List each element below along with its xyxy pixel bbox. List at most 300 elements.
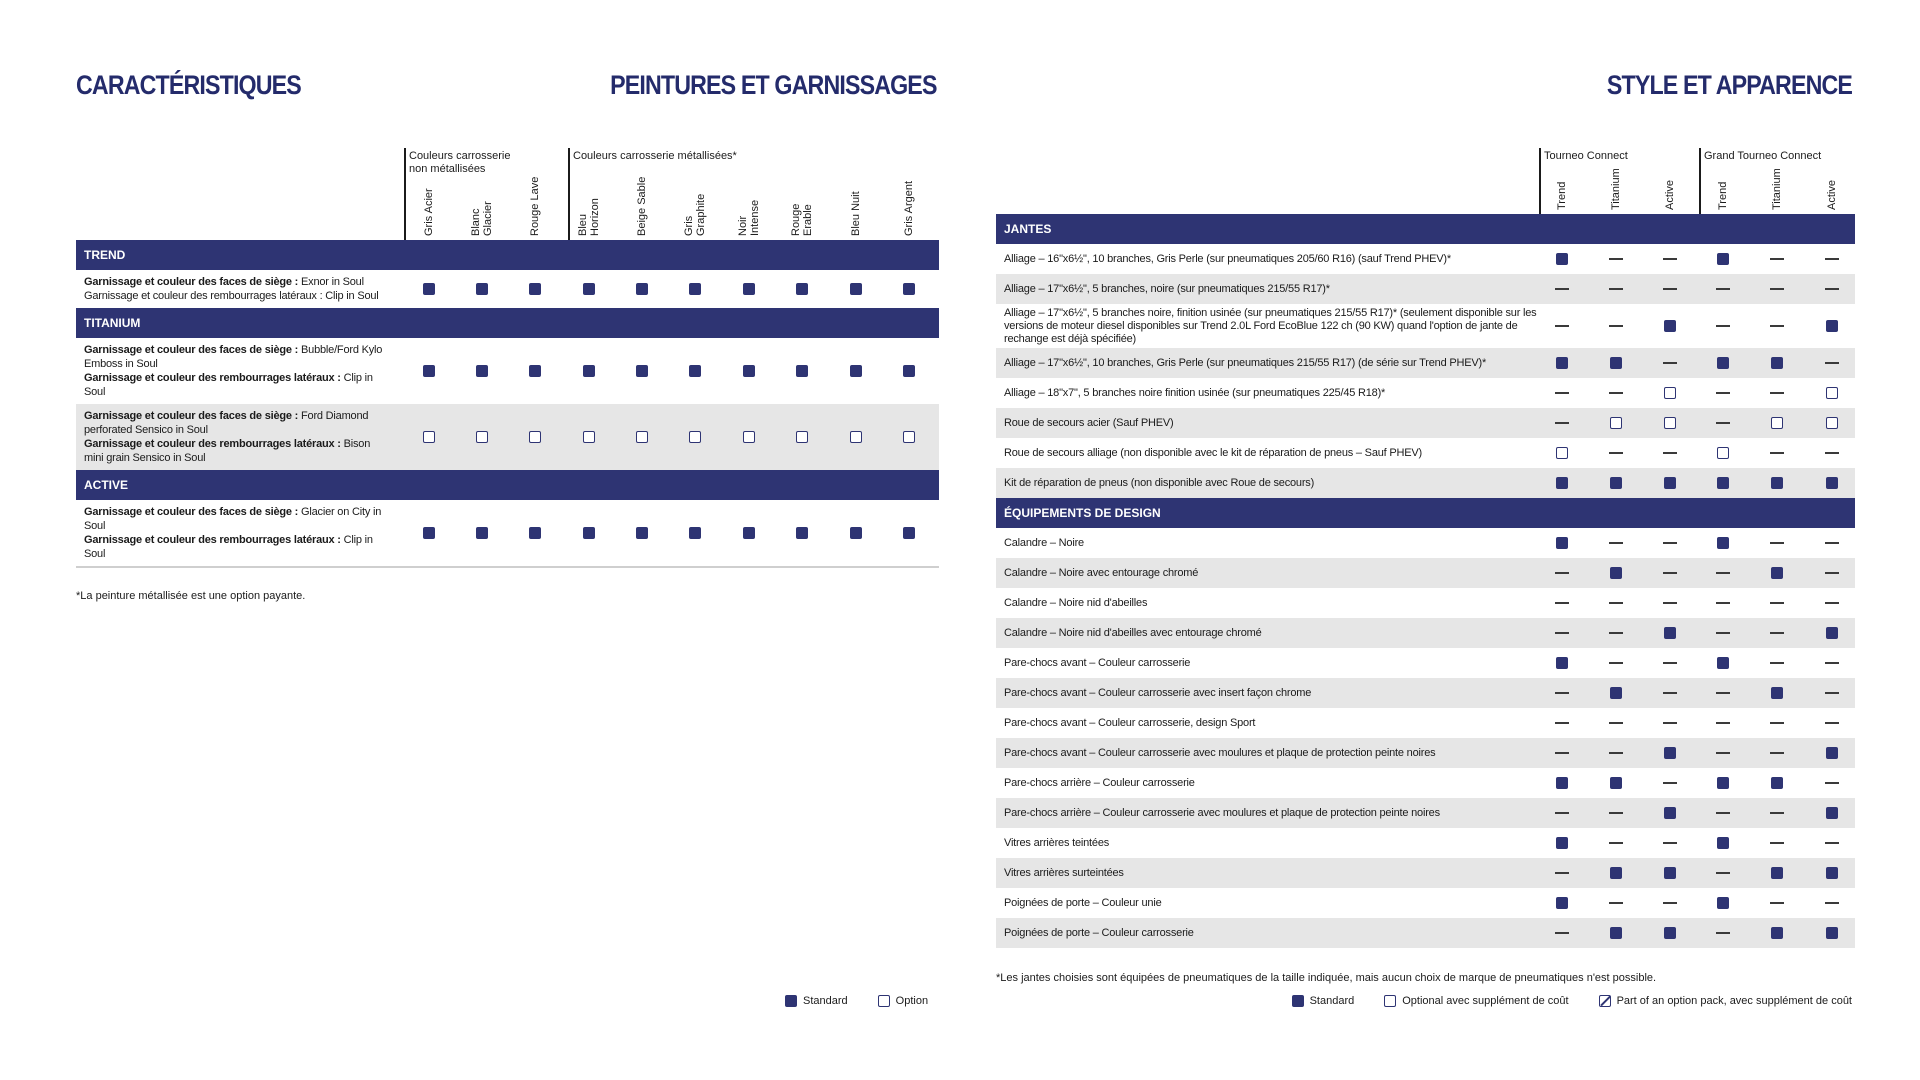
- standard-mark-icon: [476, 527, 488, 539]
- column-header-label: Bleu Horizon: [577, 198, 601, 236]
- availability-cell: [1708, 768, 1738, 798]
- standard-legend-icon: [785, 995, 797, 1007]
- not-available-dash-icon: [1609, 325, 1623, 327]
- standard-mark-icon: [1717, 897, 1729, 909]
- availability-cell: [894, 338, 924, 404]
- availability-cell: [1547, 468, 1577, 498]
- column-header-5: [675, 176, 715, 236]
- standard-mark-icon: [423, 283, 435, 295]
- availability-cell: [1817, 858, 1847, 888]
- availability-cell: [520, 500, 550, 566]
- not-available-dash-icon: [1609, 842, 1623, 844]
- not-available-dash-icon: [1716, 692, 1730, 694]
- availability-cell: [1817, 708, 1847, 738]
- not-available-dash-icon: [1770, 602, 1784, 604]
- option-mark-icon: [903, 431, 915, 443]
- availability-cell: [1762, 558, 1792, 588]
- availability-cell: [1655, 828, 1685, 858]
- availability-cell: [1601, 618, 1631, 648]
- column-header-label: Rouge Lave: [529, 176, 541, 236]
- standard-mark-icon: [423, 365, 435, 377]
- trim-description: [76, 270, 397, 308]
- footnote-metallic-paint: *La peinture métallisée est une option payante.: [76, 590, 306, 602]
- not-available-dash-icon: [1716, 392, 1730, 394]
- availability-cell: [1817, 274, 1847, 304]
- not-available-dash-icon: [1609, 258, 1623, 260]
- availability-cell: [1601, 648, 1631, 678]
- side-bolster-line: [84, 533, 389, 561]
- not-available-dash-icon: [1825, 662, 1839, 664]
- availability-cell: [1655, 468, 1685, 498]
- availability-cell: [1655, 528, 1685, 558]
- availability-cell: [1601, 708, 1631, 738]
- availability-cell: [1708, 468, 1738, 498]
- column-header-label: Titanium: [1771, 168, 1783, 210]
- standard-mark-icon: [583, 283, 595, 295]
- not-available-dash-icon: [1716, 572, 1730, 574]
- feature-row: [996, 888, 1855, 918]
- column-header-label: Gris Argent: [903, 180, 915, 236]
- standard-mark-icon: [1610, 777, 1622, 789]
- availability-cell: [1547, 768, 1577, 798]
- availability-cell: [841, 270, 871, 308]
- availability-cell: [1601, 918, 1631, 948]
- availability-cell: [1655, 348, 1685, 378]
- column-header-label: Titanium: [1610, 168, 1622, 210]
- availability-cell: [1762, 438, 1792, 468]
- standard-mark-icon: [689, 283, 701, 295]
- availability-cell: [467, 270, 497, 308]
- not-available-dash-icon: [1609, 452, 1623, 454]
- option-mark-icon: [529, 431, 541, 443]
- standard-mark-icon: [1664, 627, 1676, 639]
- standard-mark-icon: [529, 283, 541, 295]
- not-available-dash-icon: [1825, 288, 1839, 290]
- side-bolster-line: [84, 371, 389, 399]
- availability-cell: [841, 500, 871, 566]
- side-bolster-value: Clip in Soul: [84, 372, 373, 398]
- availability-cell: [520, 270, 550, 308]
- standard-mark-icon: [743, 365, 755, 377]
- option-mark-icon: [1826, 417, 1838, 429]
- seat-face-value: Bubble/Ford Kylo Emboss in Soul: [84, 344, 383, 370]
- not-available-dash-icon: [1770, 325, 1784, 327]
- availability-cell: [520, 404, 550, 470]
- standard-mark-icon: [1610, 567, 1622, 579]
- standard-mark-icon: [743, 283, 755, 295]
- availability-cell: [1762, 468, 1792, 498]
- standard-mark-icon: [1717, 477, 1729, 489]
- availability-cell: [574, 270, 604, 308]
- availability-cell: [1547, 858, 1577, 888]
- availability-cell: [467, 500, 497, 566]
- availability-cell: [1817, 828, 1847, 858]
- not-available-dash-icon: [1770, 392, 1784, 394]
- availability-cell: [1547, 558, 1577, 588]
- availability-cell: [627, 500, 657, 566]
- standard-mark-icon: [636, 365, 648, 377]
- feature-row: [996, 738, 1855, 768]
- not-available-dash-icon: [1609, 812, 1623, 814]
- availability-cell: [1655, 738, 1685, 768]
- not-available-dash-icon: [1716, 812, 1730, 814]
- standard-mark-icon: [1771, 357, 1783, 369]
- trim-row: [76, 338, 939, 404]
- column-header-9: [889, 176, 929, 236]
- option-mark-icon: [1664, 417, 1676, 429]
- not-available-dash-icon: [1555, 325, 1569, 327]
- not-available-dash-icon: [1609, 632, 1623, 634]
- standard-legend-icon: [1292, 995, 1304, 1007]
- availability-cell: [1655, 648, 1685, 678]
- standard-mark-icon: [476, 283, 488, 295]
- section-title-style-apparence: STYLE ET APPARENCE: [1606, 70, 1852, 100]
- standard-mark-icon: [1717, 357, 1729, 369]
- availability-cell: [894, 270, 924, 308]
- availability-cell: [1817, 738, 1847, 768]
- not-available-dash-icon: [1825, 722, 1839, 724]
- not-available-dash-icon: [1555, 812, 1569, 814]
- availability-cell: [1817, 468, 1847, 498]
- availability-cell: [787, 270, 817, 308]
- availability-cell: [1762, 918, 1792, 948]
- feature-label: Poignées de porte – Couleur unie: [1004, 896, 1162, 909]
- not-available-dash-icon: [1770, 632, 1784, 634]
- legend-standard-label: Standard: [1309, 995, 1355, 1007]
- seat-face-label: Garnissage et couleur des faces de siège :: [84, 410, 299, 422]
- feature-label: Pare-chocs avant – Couleur carrosserie avec insert façon chrome: [1004, 686, 1312, 699]
- section-bar-trend: TREND: [76, 240, 939, 270]
- availability-cell: [1708, 348, 1738, 378]
- feature-row: [996, 244, 1855, 274]
- availability-cell: [414, 404, 444, 470]
- standard-mark-icon: [1771, 867, 1783, 879]
- seat-face-line: [84, 505, 389, 533]
- not-available-dash-icon: [1825, 842, 1839, 844]
- column-header-label: Gris Acier: [423, 188, 435, 236]
- feature-label: Pare-chocs avant – Couleur carrosserie avec moulures et plaque de protection peinte noires: [1004, 746, 1436, 759]
- availability-cell: [1655, 378, 1685, 408]
- standard-mark-icon: [1771, 927, 1783, 939]
- legend-left: [785, 995, 928, 1007]
- seat-face-value: Ford Diamond perforated Sensico in Soul: [84, 410, 369, 436]
- column-header-3: [1713, 160, 1733, 210]
- section-bar-1: ÉQUIPEMENTS DE DESIGN: [996, 498, 1855, 528]
- not-available-dash-icon: [1825, 902, 1839, 904]
- side-bolster-line: [84, 437, 389, 465]
- not-available-dash-icon: [1770, 722, 1784, 724]
- group-label-non-metallic: Couleurs carrosserie non métallisées: [409, 150, 511, 175]
- availability-cell: [574, 338, 604, 404]
- feature-row: [996, 648, 1855, 678]
- not-available-dash-icon: [1716, 422, 1730, 424]
- not-available-dash-icon: [1663, 362, 1677, 364]
- column-header-label: Rouge Erable: [790, 203, 814, 236]
- feature-row: [996, 798, 1855, 828]
- availability-cell: [1655, 858, 1685, 888]
- not-available-dash-icon: [1555, 692, 1569, 694]
- availability-cell: [1601, 378, 1631, 408]
- availability-cell: [627, 404, 657, 470]
- standard-mark-icon: [1771, 567, 1783, 579]
- availability-cell: [1708, 244, 1738, 274]
- not-available-dash-icon: [1609, 752, 1623, 754]
- availability-cell: [1708, 648, 1738, 678]
- feature-row: [996, 708, 1855, 738]
- not-available-dash-icon: [1770, 542, 1784, 544]
- availability-cell: [1655, 304, 1685, 348]
- not-available-dash-icon: [1716, 872, 1730, 874]
- standard-mark-icon: [1610, 357, 1622, 369]
- trim-row: [76, 500, 939, 566]
- availability-cell: [1708, 738, 1738, 768]
- column-header-label: Trend: [1556, 181, 1568, 210]
- not-available-dash-icon: [1716, 932, 1730, 934]
- option-mark-icon: [743, 431, 755, 443]
- section-bar-0: JANTES: [996, 214, 1855, 244]
- seat-face-line: [84, 409, 389, 437]
- availability-cell: [1762, 408, 1792, 438]
- feature-row: [996, 558, 1855, 588]
- not-available-dash-icon: [1555, 572, 1569, 574]
- not-available-dash-icon: [1663, 602, 1677, 604]
- standard-mark-icon: [1717, 777, 1729, 789]
- availability-cell: [1762, 888, 1792, 918]
- standard-mark-icon: [529, 365, 541, 377]
- not-available-dash-icon: [1716, 632, 1730, 634]
- standard-mark-icon: [1717, 253, 1729, 265]
- option-mark-icon: [583, 431, 595, 443]
- option-mark-icon: [1556, 447, 1568, 459]
- availability-cell: [1762, 528, 1792, 558]
- column-header-label: Trend: [1717, 181, 1729, 210]
- column-header-label: Bleu Nuit: [850, 191, 862, 236]
- standard-mark-icon: [1771, 477, 1783, 489]
- availability-cell: [1601, 244, 1631, 274]
- availability-cell: [1762, 348, 1792, 378]
- seat-face-label: Garnissage et couleur des faces de siège :: [84, 276, 299, 288]
- availability-cell: [574, 404, 604, 470]
- feature-row: [996, 618, 1855, 648]
- feature-label: Pare-chocs avant – Couleur carrosserie, design Sport: [1004, 716, 1256, 729]
- availability-cell: [1762, 274, 1792, 304]
- availability-cell: [1601, 798, 1631, 828]
- column-header-1: [462, 176, 502, 236]
- standard-mark-icon: [636, 527, 648, 539]
- legend-pack-label: Part of an option pack, avec supplément de coût: [1616, 995, 1852, 1007]
- standard-mark-icon: [1826, 747, 1838, 759]
- availability-cell: [680, 338, 710, 404]
- column-header-label: Noir Intense: [737, 199, 761, 236]
- availability-cell: [734, 500, 764, 566]
- availability-cell: [1601, 828, 1631, 858]
- not-available-dash-icon: [1609, 722, 1623, 724]
- feature-label: Alliage – 17"x6½", 5 branches noire, finition usinée (sur pneumatiques 215/55 R17)* (seulement disponible sur les versions de moteur diesel disponibles sur Trend 2.0L Ford EcoBlue 122 ch (90 KW) quand l'option de jante de rechange est déjà spécifiée): [1004, 306, 1537, 345]
- section-bar-titanium: TITANIUM: [76, 308, 939, 338]
- trim-row: [76, 404, 939, 470]
- standard-mark-icon: [583, 365, 595, 377]
- availability-cell: [1601, 468, 1631, 498]
- availability-cell: [1655, 274, 1685, 304]
- feature-row: [996, 858, 1855, 888]
- availability-cell: [1708, 798, 1738, 828]
- feature-row: [996, 588, 1855, 618]
- availability-cell: [1547, 348, 1577, 378]
- not-available-dash-icon: [1770, 288, 1784, 290]
- availability-cell: [1817, 918, 1847, 948]
- feature-label: Alliage – 17"x6½", 5 branches, noire (sur pneumatiques 215/55 R17)*: [1004, 282, 1330, 295]
- column-header-6: [729, 176, 769, 236]
- availability-cell: [1655, 918, 1685, 948]
- availability-cell: [1762, 244, 1792, 274]
- availability-cell: [1817, 558, 1847, 588]
- standard-mark-icon: [1717, 537, 1729, 549]
- not-available-dash-icon: [1663, 902, 1677, 904]
- not-available-dash-icon: [1716, 722, 1730, 724]
- feature-label: Kit de réparation de pneus (non disponible avec Roue de secours): [1004, 476, 1315, 489]
- standard-mark-icon: [1610, 477, 1622, 489]
- seat-face-label: Garnissage et couleur des faces de siège :: [84, 506, 299, 518]
- availability-cell: [1817, 408, 1847, 438]
- availability-cell: [1601, 888, 1631, 918]
- feature-label: Calandre – Noire avec entourage chromé: [1004, 566, 1199, 579]
- standard-mark-icon: [1826, 927, 1838, 939]
- section-title-caracteristiques: CARACTÉRISTIQUES: [76, 70, 301, 100]
- availability-cell: [1817, 648, 1847, 678]
- availability-cell: [1708, 858, 1738, 888]
- availability-cell: [1655, 438, 1685, 468]
- option-mark-icon: [1610, 417, 1622, 429]
- feature-row: [996, 678, 1855, 708]
- availability-cell: [1817, 304, 1847, 348]
- standard-mark-icon: [1771, 687, 1783, 699]
- availability-cell: [787, 404, 817, 470]
- not-available-dash-icon: [1825, 602, 1839, 604]
- feature-row: [996, 378, 1855, 408]
- option-mark-icon: [1664, 387, 1676, 399]
- availability-cell: [414, 338, 444, 404]
- availability-cell: [1547, 888, 1577, 918]
- not-available-dash-icon: [1555, 392, 1569, 394]
- not-available-dash-icon: [1825, 692, 1839, 694]
- availability-cell: [1708, 378, 1738, 408]
- availability-cell: [1817, 348, 1847, 378]
- availability-cell: [1547, 738, 1577, 768]
- standard-mark-icon: [1664, 320, 1676, 332]
- availability-cell: [1655, 408, 1685, 438]
- option-pack-legend-icon: [1599, 995, 1611, 1007]
- availability-cell: [1708, 588, 1738, 618]
- not-available-dash-icon: [1770, 662, 1784, 664]
- availability-cell: [1817, 588, 1847, 618]
- not-available-dash-icon: [1825, 362, 1839, 364]
- availability-cell: [1762, 828, 1792, 858]
- availability-cell: [627, 338, 657, 404]
- option-mark-icon: [1717, 447, 1729, 459]
- availability-cell: [1708, 828, 1738, 858]
- standard-mark-icon: [903, 527, 915, 539]
- not-available-dash-icon: [1663, 542, 1677, 544]
- standard-mark-icon: [1826, 477, 1838, 489]
- not-available-dash-icon: [1825, 452, 1839, 454]
- standard-mark-icon: [583, 527, 595, 539]
- availability-cell: [1708, 558, 1738, 588]
- availability-cell: [1547, 678, 1577, 708]
- not-available-dash-icon: [1663, 842, 1677, 844]
- standard-mark-icon: [1717, 837, 1729, 849]
- standard-mark-icon: [1556, 897, 1568, 909]
- availability-cell: [1762, 678, 1792, 708]
- trim-description: [76, 338, 397, 404]
- seat-face-value: Glacier on City in Soul: [84, 506, 382, 532]
- group-label-tourneo-connect: Tourneo Connect: [1544, 150, 1628, 162]
- standard-mark-icon: [1717, 657, 1729, 669]
- availability-cell: [841, 404, 871, 470]
- availability-cell: [1817, 618, 1847, 648]
- availability-cell: [467, 404, 497, 470]
- not-available-dash-icon: [1663, 782, 1677, 784]
- availability-cell: [1708, 678, 1738, 708]
- not-available-dash-icon: [1716, 325, 1730, 327]
- availability-cell: [680, 500, 710, 566]
- availability-cell: [787, 338, 817, 404]
- availability-cell: [1601, 274, 1631, 304]
- availability-cell: [1817, 888, 1847, 918]
- feature-row: [996, 408, 1855, 438]
- feature-row: [996, 918, 1855, 948]
- option-mark-icon: [423, 431, 435, 443]
- standard-mark-icon: [1610, 687, 1622, 699]
- availability-cell: [1708, 408, 1738, 438]
- standard-mark-icon: [1664, 807, 1676, 819]
- column-header-label: Beige Sable: [636, 176, 648, 236]
- not-available-dash-icon: [1555, 632, 1569, 634]
- not-available-dash-icon: [1555, 288, 1569, 290]
- seat-face-value: Exnor in Soul: [298, 276, 364, 288]
- not-available-dash-icon: [1555, 752, 1569, 754]
- feature-label: Vitres arrières surteintées: [1004, 866, 1124, 879]
- availability-cell: [1547, 798, 1577, 828]
- availability-cell: [1708, 618, 1738, 648]
- not-available-dash-icon: [1716, 288, 1730, 290]
- availability-cell: [1762, 378, 1792, 408]
- standard-mark-icon: [850, 283, 862, 295]
- not-available-dash-icon: [1555, 872, 1569, 874]
- standard-mark-icon: [1556, 357, 1568, 369]
- availability-cell: [1547, 918, 1577, 948]
- feature-label: Alliage – 16"x6½", 10 branches, Gris Perle (sur pneumatiques 205/60 R16) (sauf Trend PHEV)*: [1004, 252, 1451, 265]
- feature-label: Roue de secours alliage (non disponible avec le kit de réparation de pneus – Sauf PHEV): [1004, 446, 1422, 459]
- availability-cell: [1762, 588, 1792, 618]
- column-header-label: Blanc Glacier: [470, 201, 494, 236]
- legend-option-label: Option: [895, 995, 929, 1007]
- feature-row: [996, 274, 1855, 304]
- availability-cell: [1601, 558, 1631, 588]
- availability-cell: [627, 270, 657, 308]
- paint-trim-table: [76, 148, 939, 568]
- standard-mark-icon: [1556, 253, 1568, 265]
- availability-cell: [1817, 378, 1847, 408]
- not-available-dash-icon: [1609, 542, 1623, 544]
- feature-label: Pare-chocs arrière – Couleur carrosserie avec moulures et plaque de protection peinte noires: [1004, 806, 1440, 819]
- not-available-dash-icon: [1663, 452, 1677, 454]
- availability-cell: [1708, 708, 1738, 738]
- availability-cell: [1547, 378, 1577, 408]
- feature-label: Calandre – Noire nid d'abeilles avec entourage chromé: [1004, 626, 1262, 639]
- option-mark-icon: [1771, 417, 1783, 429]
- option-mark-icon: [476, 431, 488, 443]
- availability-cell: [1762, 738, 1792, 768]
